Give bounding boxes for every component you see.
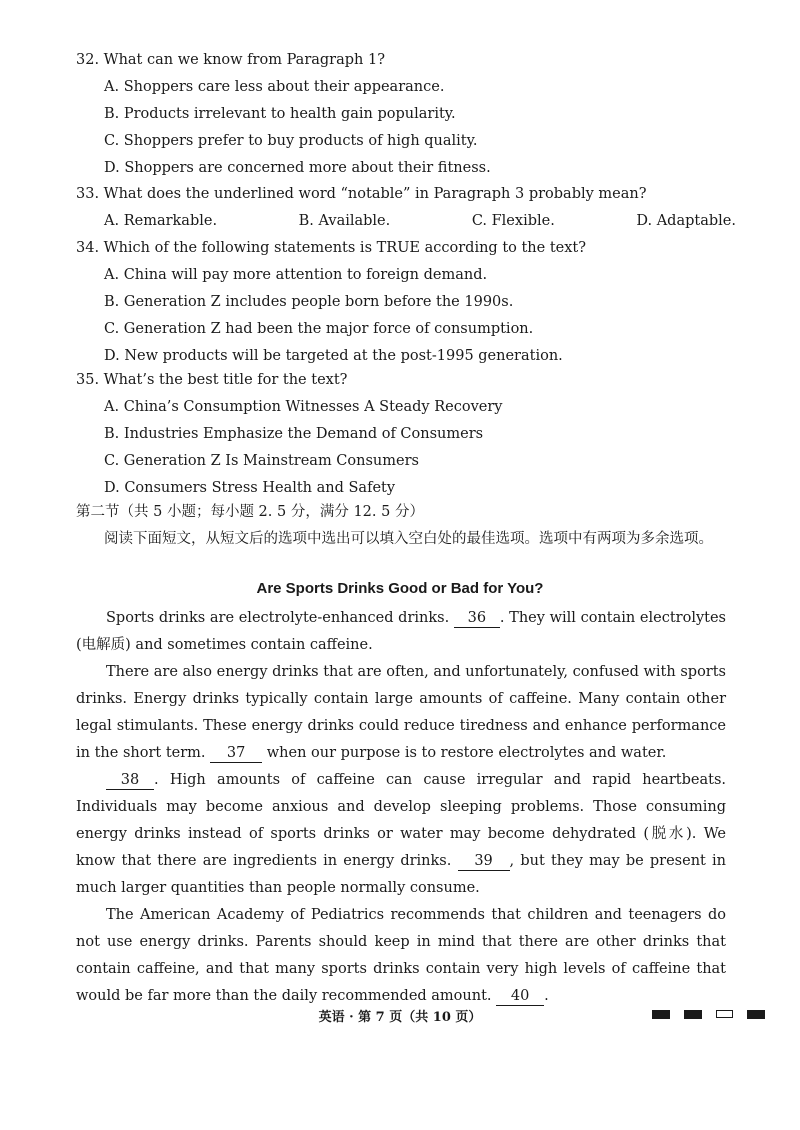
option-b: B. Products irrelevant to health gain popularity.	[104, 106, 456, 122]
option-a: A. China will pay more attention to foreign demand.	[104, 267, 488, 283]
blank-38[interactable]: 38	[106, 771, 154, 790]
option-a: A. Remarkable.	[104, 213, 218, 229]
scan-mark	[652, 1010, 670, 1019]
option-b: B. Available.	[298, 213, 391, 229]
blank-36[interactable]: 36	[454, 609, 500, 628]
option-d: D. Shoppers are concerned more about their fitness.	[104, 160, 491, 176]
paragraph-4	[76, 902, 726, 1010]
paragraph-text: .	[544, 988, 549, 1004]
scan-mark	[684, 1010, 702, 1019]
option-c: C. Generation Z had been the major force of consumption.	[104, 321, 534, 337]
blank-40[interactable]: 40	[496, 987, 544, 1006]
option-b: B. Generation Z includes people born before the 1990s.	[104, 294, 514, 310]
option-d: D. Consumers Stress Health and Safety	[104, 480, 396, 496]
scan-mark	[716, 1010, 733, 1018]
section-title: 第二节（共 5 小题；每小题 2. 5 分，满分 12. 5 分）	[76, 504, 424, 520]
article-title: Are Sports Drinks Good or Bad for You?	[256, 580, 544, 597]
paragraph-text: , but they may be present in much larger quantities than people normally consume.	[76, 853, 727, 896]
scan-mark	[747, 1010, 765, 1019]
paragraph-text: . They will contain electrolytes (电解质) and sometimes contain caffeine.	[76, 610, 726, 653]
option-d: D. Adaptable.	[636, 213, 736, 229]
paragraph-2	[76, 659, 726, 767]
option-c: C. Flexible.	[471, 213, 555, 229]
question-stem: 32. What can we know from Paragraph 1?	[76, 52, 385, 68]
option-a: A. China’s Consumption Witnesses A Steady Recovery	[104, 399, 503, 415]
options-row	[104, 213, 736, 229]
paragraph-text: . High amounts of caffeine can cause irregular and rapid heartbeats. Individuals may become anxious and develop sleeping problems. Those consuming energy drinks instead of sports drinks or water may become dehydrated (脱水). We know that there are ingredients in energy drinks.	[76, 772, 726, 869]
blank-39[interactable]: 39	[458, 852, 510, 871]
option-b: B. Industries Emphasize the Demand of Consumers	[104, 426, 484, 442]
page-footer: 英语 · 第 7 页（共 10 页）	[318, 1010, 482, 1025]
paragraph-text: Sports drinks are electrolyte-enhanced drinks.	[106, 610, 450, 626]
option-d: D. New products will be targeted at the post-1995 generation.	[104, 348, 563, 364]
option-c: C. Generation Z Is Mainstream Consumers	[104, 453, 419, 469]
question-stem: 33. What does the underlined word “notable” in Paragraph 3 probably mean?	[76, 186, 647, 202]
option-a: A. Shoppers care less about their appearance.	[104, 79, 445, 95]
blank-37[interactable]: 37	[210, 744, 262, 763]
paragraph-1	[76, 605, 726, 659]
option-c: C. Shoppers prefer to buy products of high quality.	[104, 133, 478, 149]
paragraph-text: The American Academy of Pediatrics recommends that children and teenagers do not use energy drinks. Parents should keep in mind that there are other drinks that contain caffeine, and that many sports drinks contain very high levels of caffeine that would be far more than the daily recommended amount.	[76, 907, 726, 1004]
paragraph-3	[76, 767, 726, 902]
question-stem: 34. Which of the following statements is TRUE according to the text?	[76, 240, 587, 256]
scan-marks	[652, 1010, 765, 1019]
paragraph-text: when our purpose is to restore electrolytes and water.	[266, 745, 667, 761]
question-stem: 35. What’s the best title for the text?	[76, 372, 348, 388]
section-instruction: 阅读下面短文，从短文后的选项中选出可以填入空白处的最佳选项。选项中有两项为多余选项。	[104, 531, 713, 547]
paragraph-text: There are also energy drinks that are often, and unfortunately, confused with sports drinks. Energy drinks typically contain large amounts of caffeine. Many contain other legal stimulants. These energy drinks could reduce tiredness and enhance performance in the short term.	[76, 664, 726, 761]
